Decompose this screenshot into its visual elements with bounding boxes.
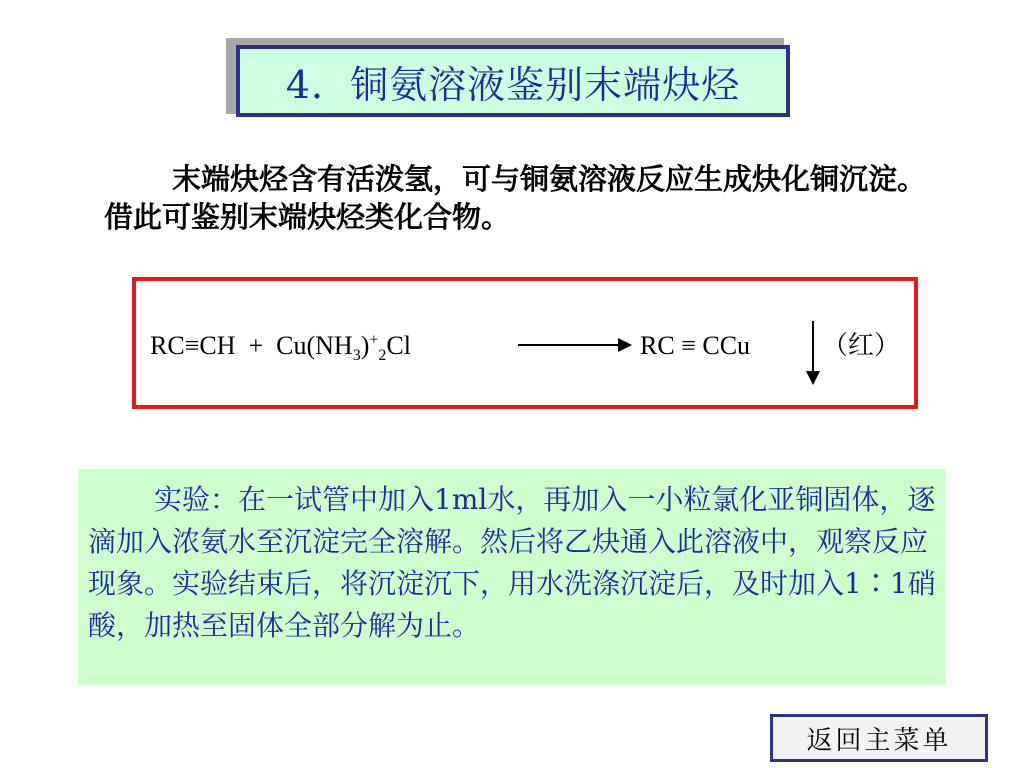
experiment-text: 实验：在一试管中加入1ml水，再加入一小粒氯化亚铜固体，逐滴加入浓氨水至沉淀完全溶解。然后将乙炔通入此溶液中，观察反应现象。实验结束后，将沉淀沉下，用水洗涤沉淀后，及时加入1∶1硝酸，加热至固体全部分解为止。	[88, 483, 936, 642]
product: RC ≡ CCu	[640, 331, 751, 360]
color-note: （红）	[822, 331, 901, 361]
plus-sign: +	[248, 331, 264, 360]
experiment-paragraph	[88, 479, 938, 647]
title-box	[236, 45, 790, 117]
experiment-box	[78, 469, 946, 685]
reactant-2-part: Cu(NH	[276, 331, 353, 360]
reactant-2-superscript: +	[369, 331, 379, 349]
equation-box	[132, 277, 918, 409]
reaction-arrow-icon	[518, 344, 628, 346]
back-to-menu-button[interactable]: 返回主菜单	[770, 714, 988, 762]
precipitate-arrow-icon	[812, 321, 814, 381]
reactant-2-paren: )	[360, 331, 370, 360]
page-title: 4．铜氨溶液鉴别末端炔烃	[285, 62, 741, 107]
reactant-1: RC≡CH	[150, 331, 236, 360]
reactant-2-subscript-2: 2	[378, 347, 387, 365]
reactant-2-chloride: Cl	[386, 331, 411, 360]
intro-paragraph	[104, 160, 944, 236]
equation-reactants	[150, 331, 411, 365]
reactant-2	[276, 331, 411, 365]
intro-text: 末端炔烃含有活泼氢，可与铜氨溶液反应生成炔化铜沉淀。借此可鉴别末端炔烃类化合物。	[104, 162, 927, 234]
reactant-2-subscript: 3	[352, 347, 361, 365]
